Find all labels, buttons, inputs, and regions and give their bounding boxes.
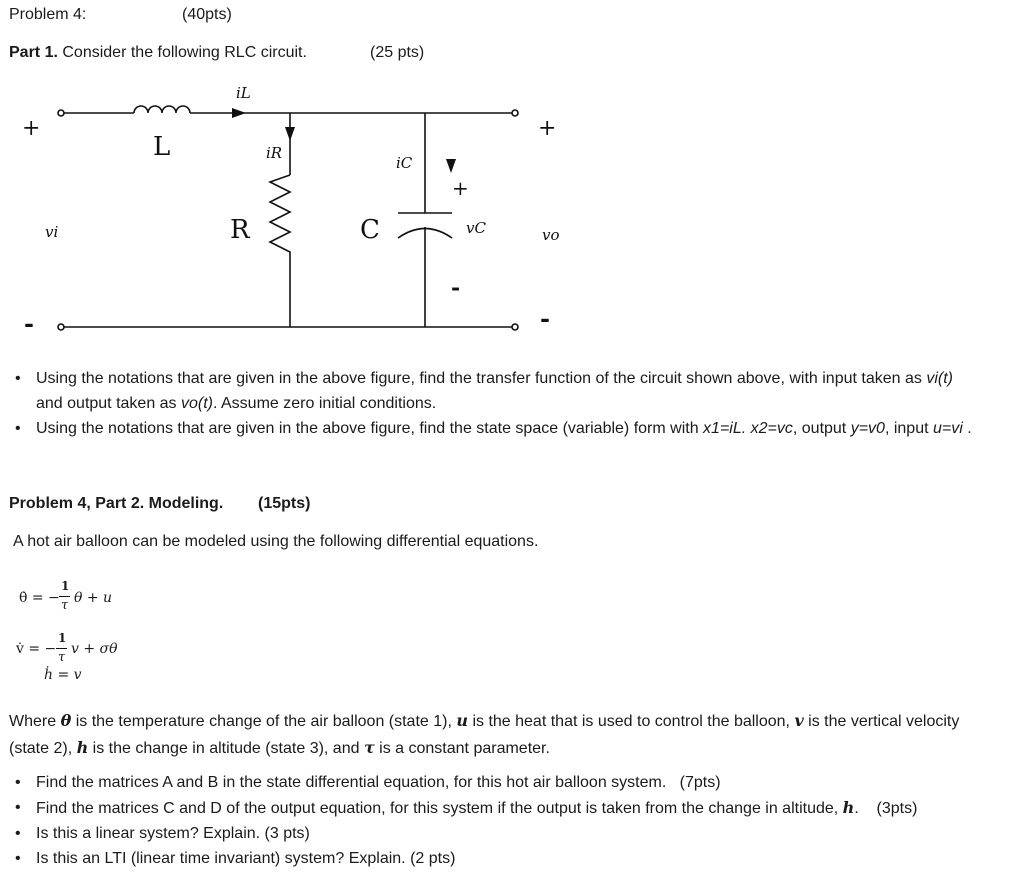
question-item: • Find the matrices C and D of the output equation, for this system if the output is taken from the change in altitude, h. (3pts) (12, 795, 917, 821)
plus-left: + (22, 116, 41, 141)
problem-points: (40pts) (182, 6, 232, 23)
part1-heading-bold: Part 1. (9, 44, 58, 61)
part1-bullet-2: • Using the notations that are given in the above figure, find the state space (variable) form with x1=iL. x2=vc, output y=v0, input u=vi . (12, 416, 972, 441)
part2-points: (15pts) (258, 495, 311, 512)
part2-intro: A hot air balloon can be modeled using the following differential equations. (13, 533, 539, 550)
cap-minus: - (451, 275, 461, 301)
minus-right: - (540, 304, 550, 333)
iL-arrow (232, 108, 246, 118)
plus-right: + (538, 116, 557, 141)
question-item: • Is this a linear system? Explain. (3 pts) (12, 821, 917, 846)
part2-question-list (12, 770, 917, 871)
part1-heading-text: Consider the following RLC circuit. (57, 44, 307, 61)
part1-bullet-1: • Using the notations that are given in the above figure, find the transfer function of the circuit shown above, with input taken as vi(t) and output taken as vo(t). Assume zero initial conditions. (12, 366, 972, 416)
minus-left: - (24, 309, 34, 338)
iC-arrow (446, 159, 456, 173)
equation-3: ḣ = v (44, 667, 82, 683)
equation-2-num: 1 (58, 631, 67, 645)
resistor-symbol (270, 175, 290, 260)
inductor-symbol (134, 106, 190, 113)
question-item: • Find the matrices A and B in the state differential equation, for this hot air balloon system. (7pts) (12, 770, 917, 795)
vc-label: vC (466, 219, 486, 237)
iC-label: iC (396, 154, 413, 172)
iR-label: iR (266, 144, 283, 162)
resistor-label: R (230, 215, 250, 245)
question-item: • Is this an LTI (linear time invariant) system? Explain. (2 pts) (12, 846, 917, 871)
vi-label: vi (45, 223, 59, 241)
vo-label: vo (542, 226, 560, 244)
equation-1-lhs: θ̇ = − (19, 590, 60, 606)
rlc-circuit-diagram (0, 75, 600, 345)
equation-2-lhs: v̇ = − (16, 641, 57, 657)
equation-1-num: 1 (61, 579, 70, 593)
iL-label: iL (236, 84, 251, 102)
equation-1-rhs: θ + u (74, 590, 113, 606)
equation-2-rhs: v + σθ (71, 641, 118, 657)
inductor-label: L (153, 132, 171, 162)
equation-1-fraction-bar (59, 596, 70, 597)
terminal-bottom-left (58, 324, 64, 330)
cap-plus: + (452, 176, 469, 200)
part1-heading (9, 44, 307, 62)
capacitor-label: C (360, 215, 380, 245)
terminal-bottom-right (512, 324, 518, 330)
iR-arrow (285, 127, 295, 141)
terminal-top-right (512, 110, 518, 116)
equation-2-den: τ (58, 650, 66, 665)
terminal-top-left (58, 110, 64, 116)
variables-description: Where θ is the temperature change of the air balloon (state 1), u is the heat that is used to control the balloon, v is the vertical velocity (state 2), h is the change in altitude (state 3), and τ is a constant parameter. (9, 711, 960, 757)
part1-bullet-list (12, 366, 972, 441)
part2-heading: Problem 4, Part 2. Modeling. (9, 495, 224, 512)
problem-title: Problem 4: (9, 6, 87, 23)
equation-2-fraction-bar (56, 648, 67, 649)
part1-points: (25 pts) (370, 44, 425, 61)
equation-1-den: τ (61, 598, 69, 613)
